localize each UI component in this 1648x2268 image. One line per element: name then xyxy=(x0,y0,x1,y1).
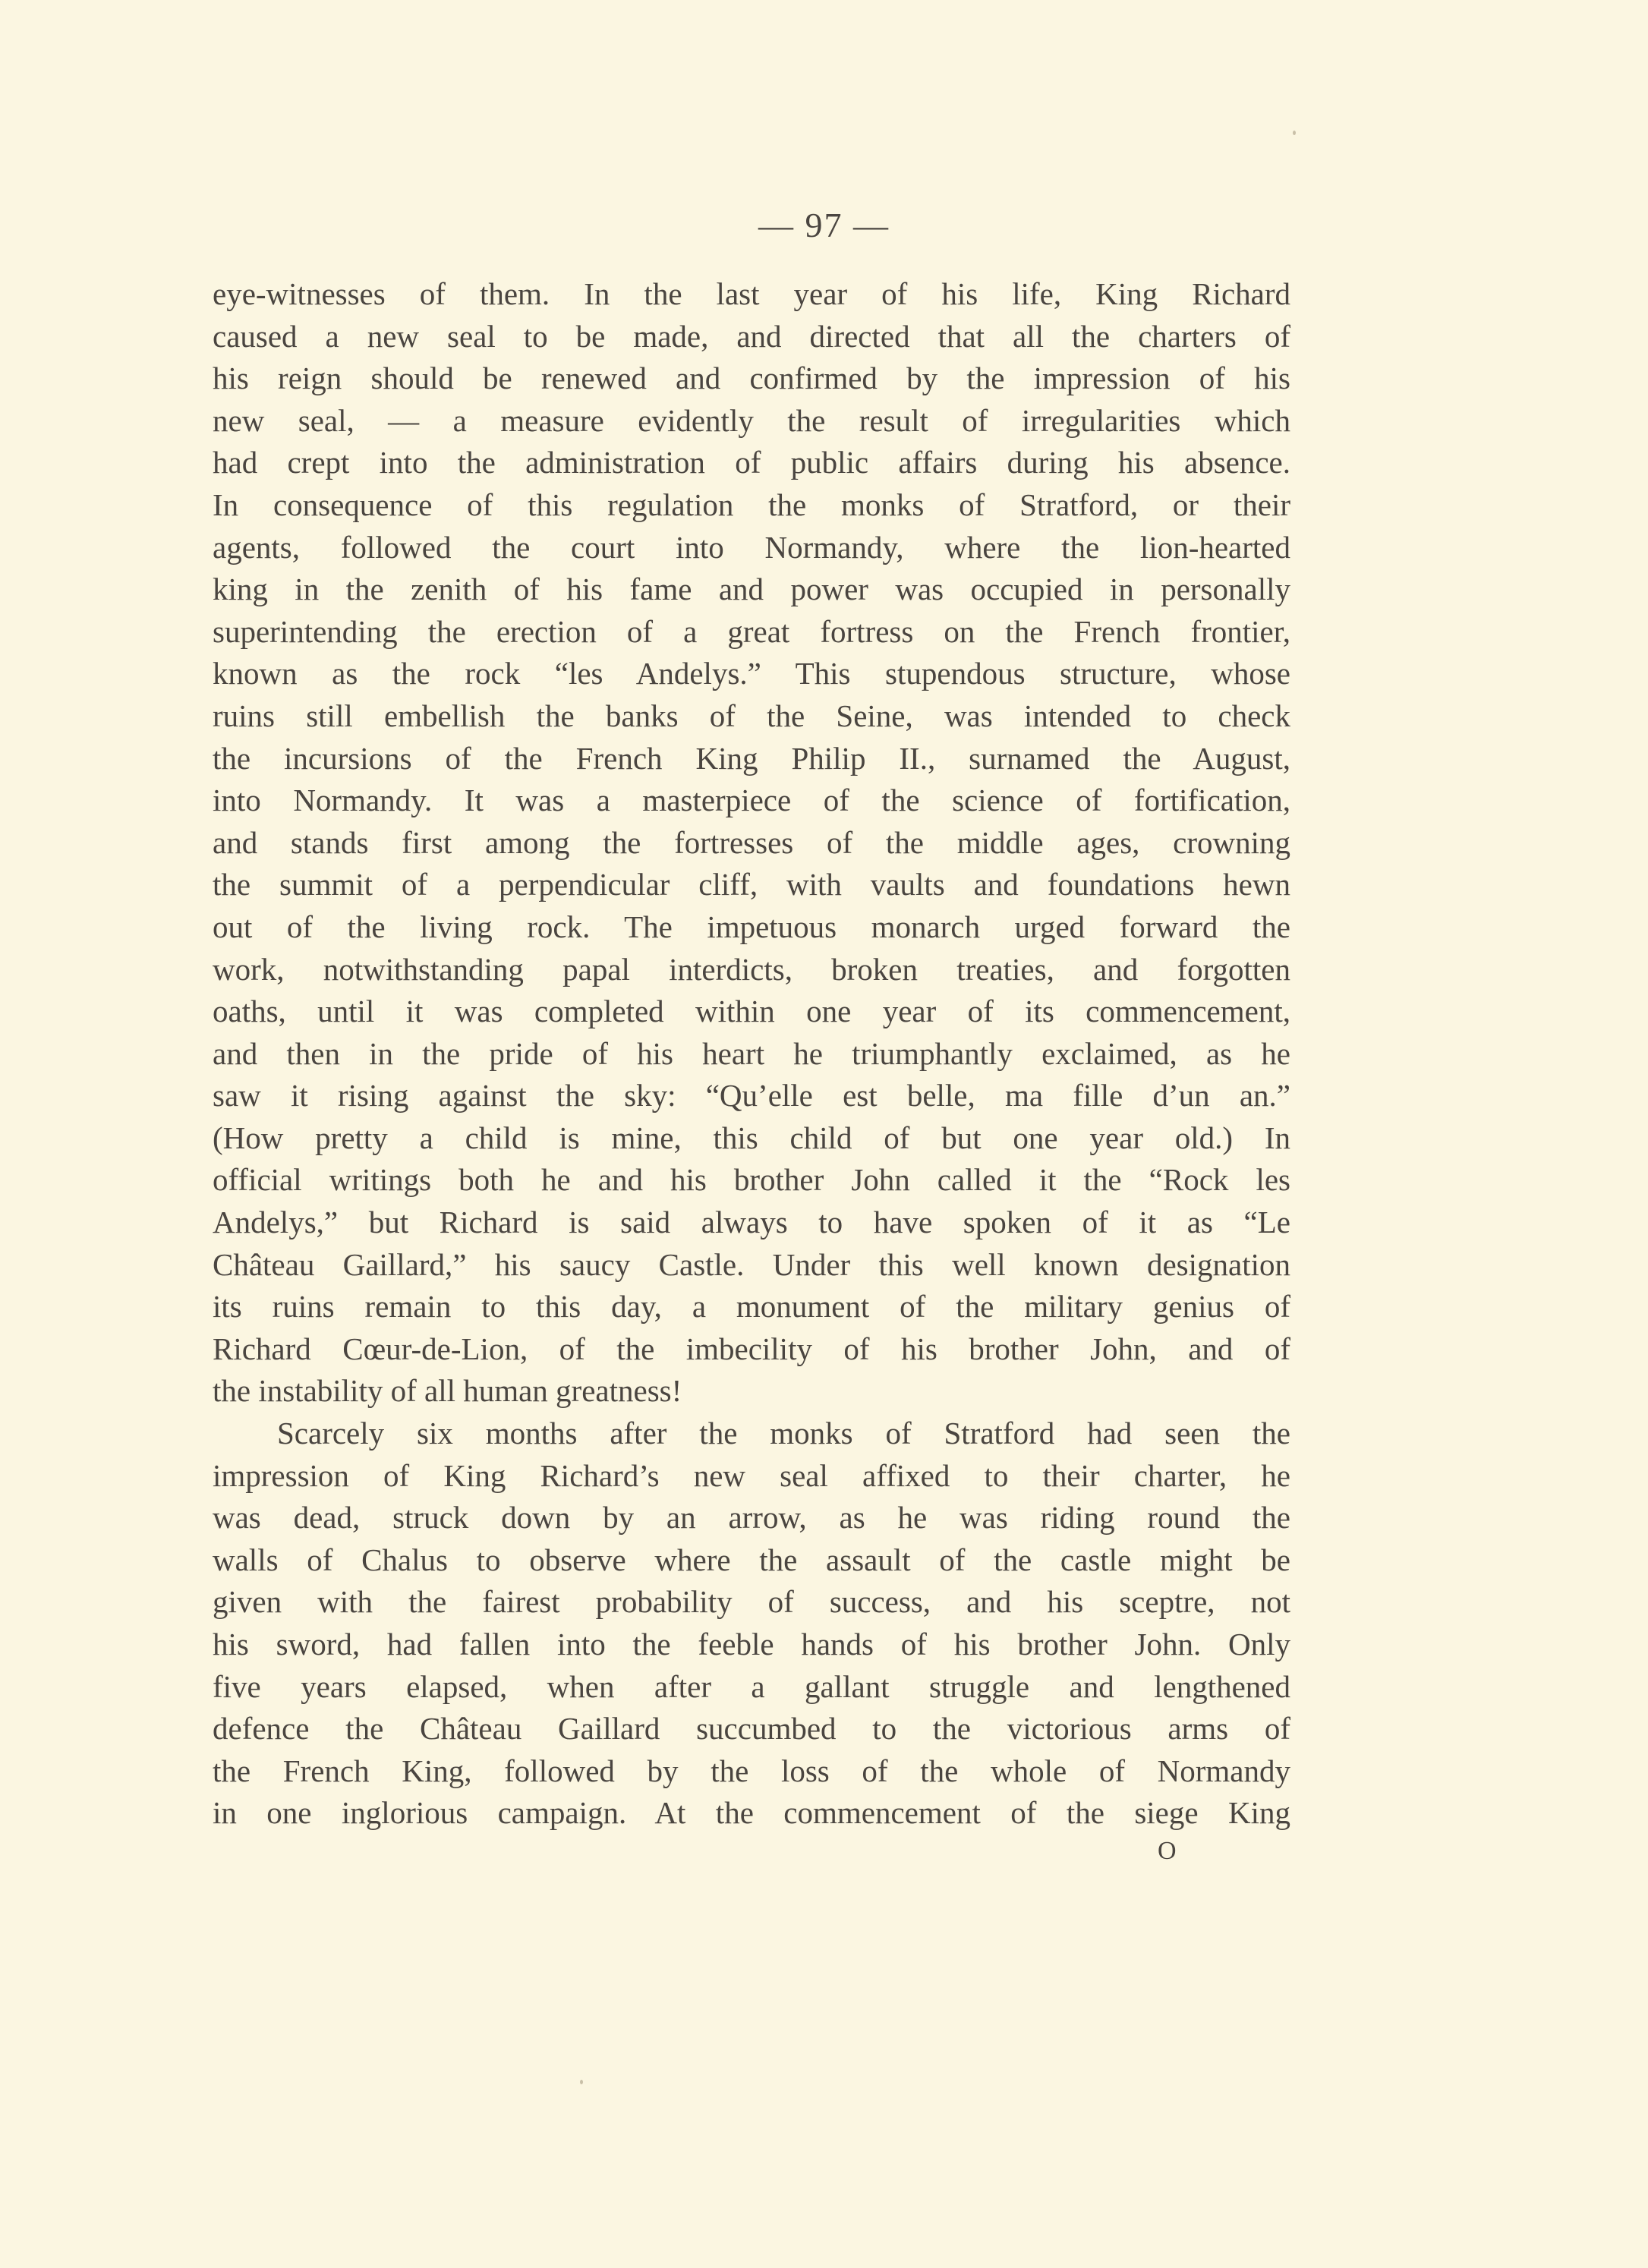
paper-speck xyxy=(580,2080,583,2084)
text-line: caused a new seal to be made, and directed that all the charters of xyxy=(213,318,1290,354)
text-line: the summit of a perpendicular cliff, with vaults and foundations hewn xyxy=(213,867,1290,902)
text-line: his reign should be renewed and confirmed by the impression of his xyxy=(213,361,1290,396)
text-line: Richard Cœur-de-Lion, of the imbecility of his brother John, and of xyxy=(213,1331,1290,1366)
text-line: given with the fairest probability of success, and his sceptre, not xyxy=(213,1584,1290,1620)
text-line: king in the zenith of his fame and power was occupied in personally xyxy=(213,572,1290,607)
text-line: the incursions of the French King Philip II., surnamed the August, xyxy=(213,740,1290,776)
text-line: was dead, struck down by an arrow, as he was riding round the xyxy=(213,1500,1290,1536)
text-line: into Normandy. It was a masterpiece of the science of fortification, xyxy=(213,783,1290,818)
text-line: defence the Château Gaillard succumbed to the victorious arms of xyxy=(213,1711,1290,1747)
paper-speck xyxy=(1293,131,1296,135)
text-line: work, notwithstanding papal interdicts, broken treaties, and forgotten xyxy=(213,951,1290,987)
text-line: In consequence of this regulation the monks of Stratford, or their xyxy=(213,487,1290,522)
text-line: impression of King Richard’s new seal affixed to their charter, he xyxy=(213,1457,1290,1493)
text-line: walls of Chalus to observe where the assault of the castle might be xyxy=(213,1542,1290,1577)
text-line: new seal, — a measure evidently the result of irregularities which xyxy=(213,402,1290,438)
text-line: its ruins remain to this day, a monument of the military genius of xyxy=(213,1289,1290,1325)
text-line: the French King, followed by the loss of the whole of Normandy xyxy=(213,1753,1290,1788)
body-text xyxy=(213,273,1290,1835)
text-line: known as the rock “les Andelys.” This stupendous structure, whose xyxy=(213,656,1290,691)
text-line: Andelys,” but Richard is said always to have spoken of it as “Le xyxy=(213,1205,1290,1240)
text-line: official writings both he and his brother John called it the “Rock les xyxy=(213,1162,1290,1198)
text-line: out of the living rock. The impetuous monarch urged forward the xyxy=(213,909,1290,944)
text-line: superintending the erection of a great fortress on the French frontier, xyxy=(213,613,1290,649)
text-line: ruins still embellish the banks of the Seine, was intended to check xyxy=(213,698,1290,733)
text-line: the instability of all human greatness! xyxy=(213,1373,682,1409)
text-line: his sword, had fallen into the feeble hands of his brother John. Only xyxy=(213,1627,1290,1662)
signature-mark: O xyxy=(1158,1837,1177,1865)
text-line: eye-witnesses of them. In the last year of his life, King Richard xyxy=(213,276,1290,311)
paragraph xyxy=(213,273,1290,1413)
text-line: five years elapsed, when after a gallant struggle and lengthened xyxy=(213,1668,1290,1704)
text-line: saw it rising against the sky: “Qu’elle est belle, ma fille d’un an.” xyxy=(213,1078,1290,1114)
text-line: oaths, until it was completed within one year of its commencement, xyxy=(213,994,1290,1029)
text-line: Scarcely six months after the monks of Stratford had seen the xyxy=(277,1416,1290,1451)
page-number: — 97 — xyxy=(758,206,890,244)
text-line: had crept into the administration of public affairs during his absence. xyxy=(213,445,1290,480)
paragraph xyxy=(213,1413,1290,1835)
text-line: Château Gaillard,” his saucy Castle. Under this well known designation xyxy=(213,1246,1290,1282)
text-line: agents, followed the court into Normandy, where the lion-hearted xyxy=(213,529,1290,565)
text-line: in one inglorious campaign. At the commencement of the siege King xyxy=(213,1795,1290,1831)
text-line: and stands first among the fortresses of the middle ages, crowning xyxy=(213,824,1290,860)
text-line: (How pretty a child is mine, this child of but one year old.) In xyxy=(213,1120,1290,1155)
text-line: and then in the pride of his heart he triumphantly exclaimed, as he xyxy=(213,1035,1290,1071)
